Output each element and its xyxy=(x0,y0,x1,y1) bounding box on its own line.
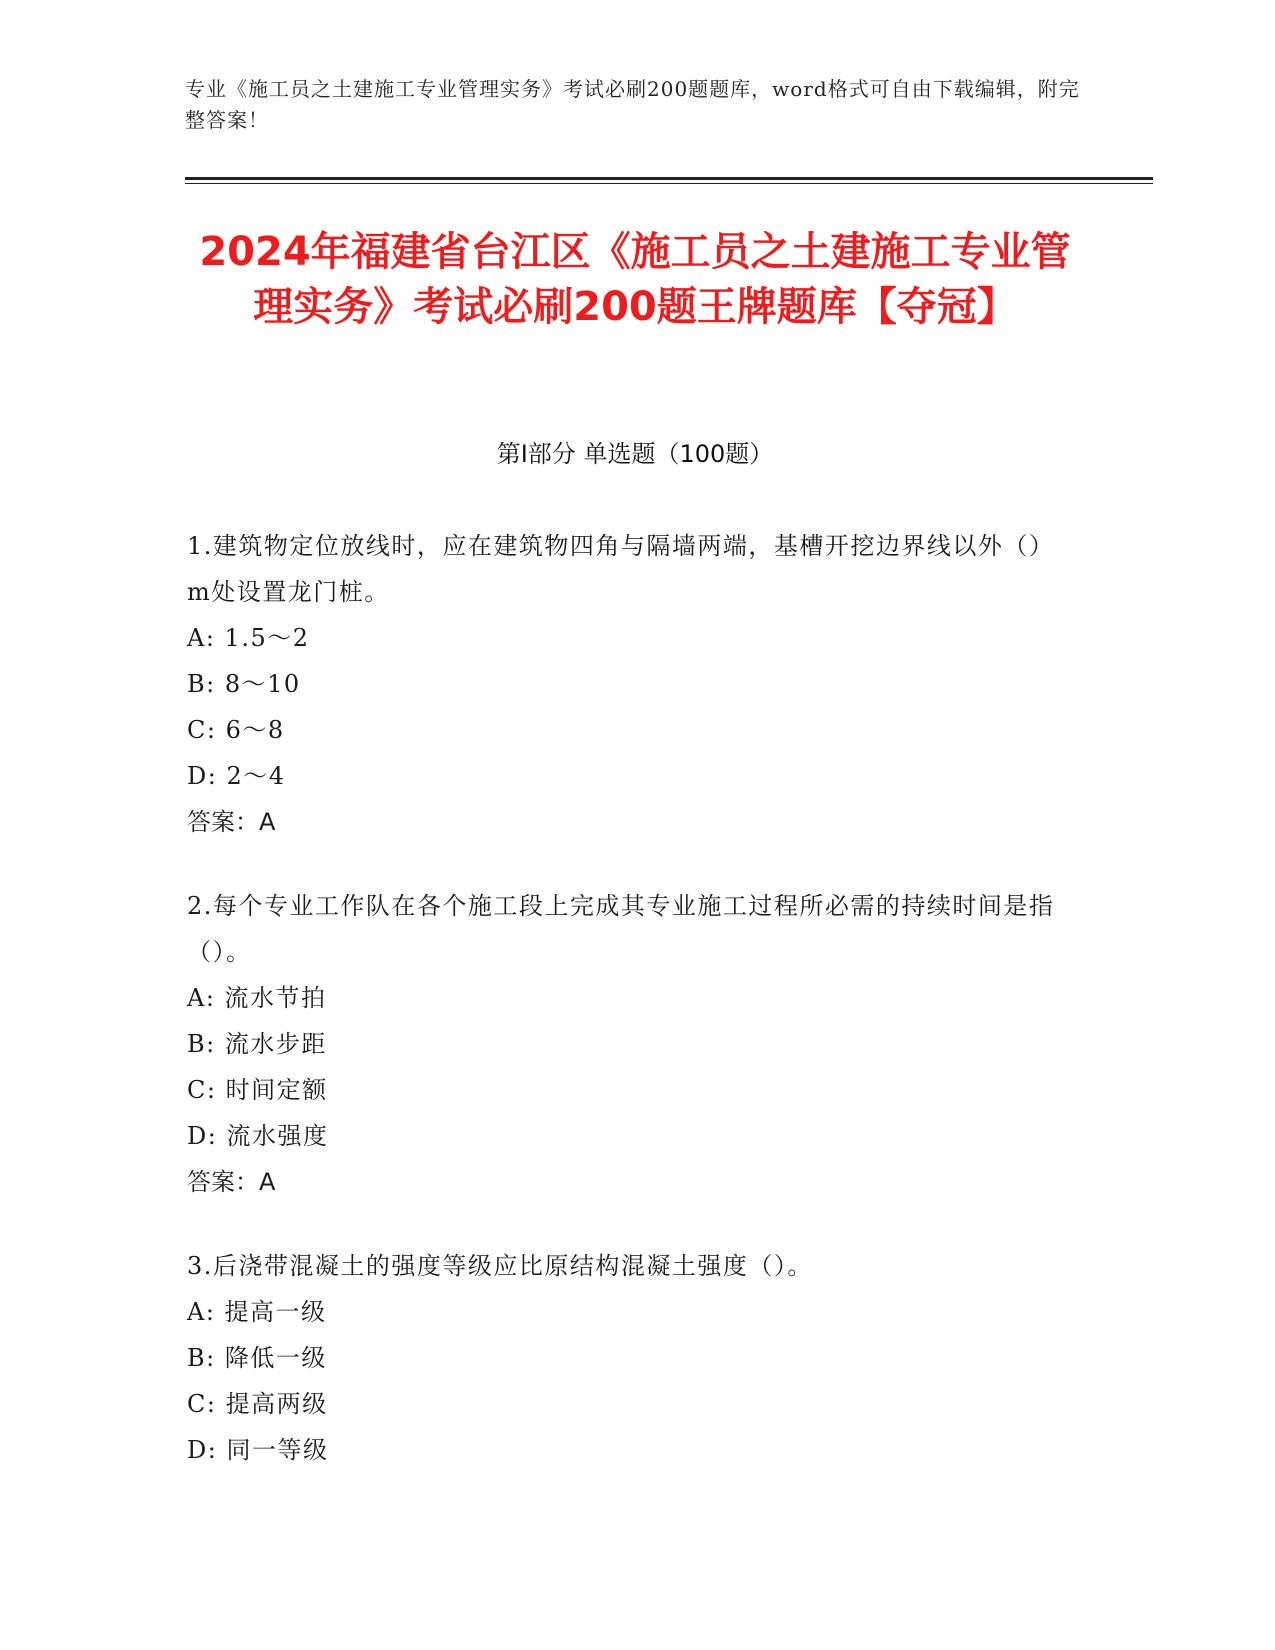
option-c: C: 6～8 xyxy=(187,716,285,744)
option-b: B: 降低一级 xyxy=(187,1344,327,1372)
option-a: A: 提高一级 xyxy=(187,1298,327,1326)
question-3 xyxy=(187,1243,1057,1473)
answer: 答案：A xyxy=(187,808,276,836)
option-c: C: 提高两级 xyxy=(187,1390,328,1418)
option-a: A: 1.5～2 xyxy=(187,624,310,652)
option-d: D: 同一等级 xyxy=(187,1436,329,1464)
header-note: 专业《施工员之土建施工专业管理实务》考试必刷200题题库，word格式可自由下载编辑，附完整答案！ xyxy=(185,77,1080,132)
question-stem: 1.建筑物定位放线时，应在建筑物四角与隔墙两端，基槽开挖边界线以外（）m处设置龙门桩。 xyxy=(187,532,1055,606)
question-stem: 3.后浇带混凝土的强度等级应比原结构混凝土强度（）。 xyxy=(187,1252,813,1280)
option-b: B: 流水步距 xyxy=(187,1030,327,1058)
option-b: B: 8～10 xyxy=(187,670,301,698)
header-rule-thin xyxy=(185,183,1153,184)
question-stem: 2.每个专业工作队在各个施工段上完成其专业施工过程所必需的持续时间是指（）。 xyxy=(187,892,1055,966)
header-rule-thick xyxy=(185,177,1153,180)
document-title: 2024年福建省台江区《施工员之土建施工专业管理实务》考试必刷200题王牌题库【夺冠】 xyxy=(199,229,1071,330)
section-title: 第I部分 单选题（100题） xyxy=(496,440,774,468)
option-d: D: 流水强度 xyxy=(187,1122,329,1150)
option-a: A: 流水节拍 xyxy=(187,984,327,1012)
question-2 xyxy=(187,883,1057,1205)
question-1 xyxy=(187,523,1057,845)
option-d: D: 2～4 xyxy=(187,762,286,790)
option-c: C: 时间定额 xyxy=(187,1076,328,1104)
answer: 答案：A xyxy=(187,1168,276,1196)
